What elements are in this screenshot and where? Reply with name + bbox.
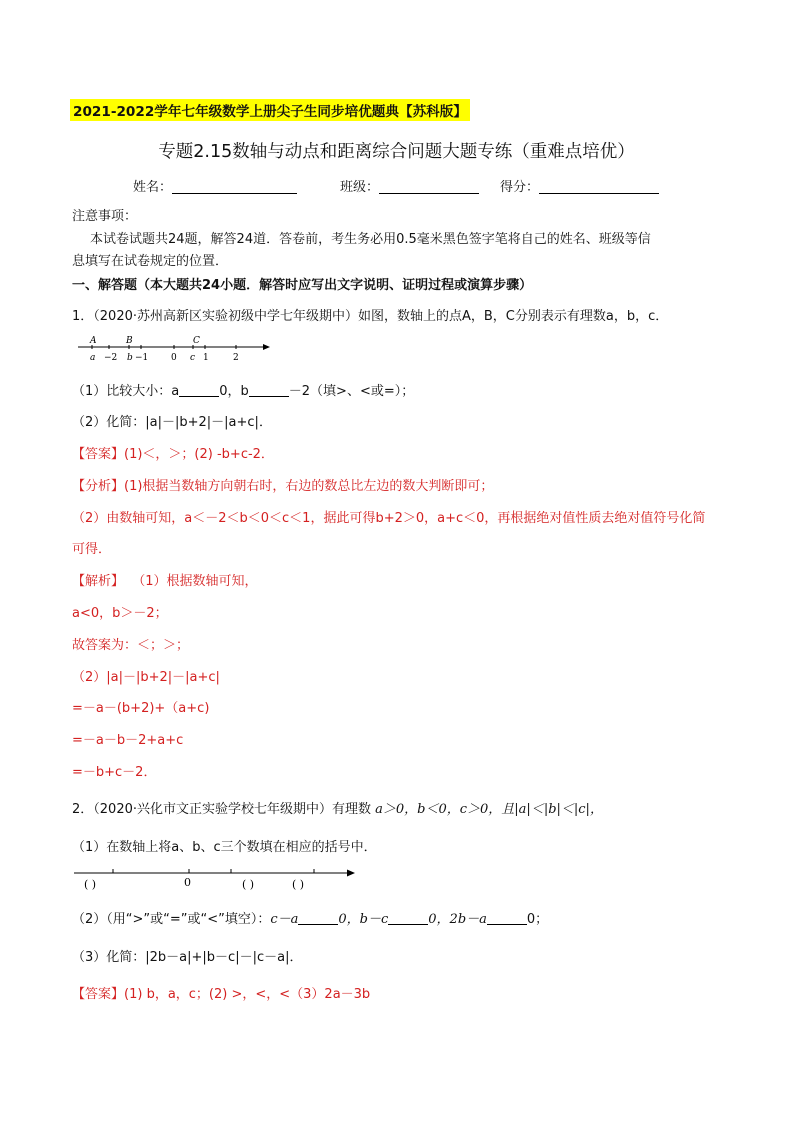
q1-analysis-2: （2）由数轴可知，a＜－2＜b＜0＜c＜1，据此可得b+2＞0，a+c＜0，再根据绝对值性质去绝对值符号化简 (72, 511, 706, 526)
q2-axis-zero: 0 (184, 876, 191, 889)
name-blank[interactable] (172, 180, 297, 194)
q1-solution-4: （2）|a|－|b+2|－|a+c| (72, 670, 220, 685)
section-heading: 一、解答题（本大题共24小题．解答时应写出文字说明、证明过程或演算步骤） (72, 278, 533, 293)
name-field[interactable] (133, 176, 297, 195)
q2-blank-2[interactable] (388, 912, 428, 925)
q1-blank-1[interactable] (179, 384, 219, 397)
tick-0: 0 (171, 353, 177, 363)
q2-blank-3[interactable] (487, 912, 527, 925)
q2-bracket-2[interactable]: ( ) (242, 878, 255, 891)
q1-solution-2: a<0，b＞－2； (72, 606, 168, 621)
notes-body-2: 息填写在试卷规定的位置． (72, 254, 229, 269)
q1-solution-3: 故答案为：＜；＞； (72, 638, 190, 653)
class-field[interactable] (340, 176, 479, 195)
q1-stem: 1．（2020·苏州高新区实验初级中学七年级期中）如图，数轴上的点A，B，C分别表示有理数a，b，c． (72, 309, 669, 324)
q2-part3: （3）化简：|2b－a|+|b－c|－|c－a|． (72, 950, 303, 965)
q2-stem-a: 2．（2020·兴化市文正实验学校七年级期中）有理数 (72, 802, 371, 817)
point-c-label: C (193, 336, 200, 346)
var-c-label: c (190, 353, 196, 363)
q2-answer-text: (1) b，a，c；(2) >，<，<（3）2a－3b (124, 987, 371, 1002)
q1-blank-2[interactable] (249, 384, 289, 397)
q1-solution-text-1: （1）根据数轴可知， (132, 574, 258, 589)
q2-stem-b: a＞0，b＜0，c＞0，且|a|＜|b|＜|c|， (375, 802, 603, 817)
class-label: 班级： (340, 180, 380, 195)
doc-title: 专题2.15数轴与动点和距离综合问题大题专练（重难点培优） (158, 142, 635, 162)
q1-part1-c: －2（填>、<或=）； (288, 384, 415, 399)
q2-part2-expr-3: 0，2b－a (428, 912, 487, 927)
q2-part2-expr-2: 0，b－c (338, 912, 389, 927)
q1-part1-b: 0，b (219, 384, 249, 399)
q2-part2-expr-1: c－a (270, 912, 299, 927)
q1-part1-a: （1）比较大小：a (72, 384, 180, 399)
tick-1: 1 (203, 353, 209, 363)
q2-blank-1[interactable] (298, 912, 338, 925)
q2-part1: （1）在数轴上将a、b、c三个数填在相应的括号中． (72, 840, 377, 855)
answer-tag: 【答案】 (72, 447, 125, 462)
tick-neg2: −2 (104, 353, 118, 363)
name-label: 姓名： (133, 180, 173, 195)
q2-part2-a: （2）（用“>”或“=”或“<”填空）： (72, 912, 271, 927)
point-b-label: B (126, 336, 133, 346)
score-label: 得分： (500, 180, 540, 195)
q2-stem (72, 798, 603, 817)
q1-part1 (72, 380, 414, 399)
q2-bracket-1[interactable]: ( ) (84, 878, 97, 891)
q2-bracket-3[interactable]: ( ) (292, 878, 305, 891)
q1-answer-text: (1)＜，＞；(2) -b+c-2． (124, 447, 274, 462)
q2-answer (72, 983, 370, 1002)
q2-part2 (72, 908, 548, 927)
q1-analysis-3: 可得． (72, 542, 112, 557)
point-a-label: A (90, 336, 97, 346)
q1-analysis-text-1: (1)根据当数轴方向朝右时，右边的数总比左边的数大判断即可； (124, 479, 494, 494)
notes-heading: 注意事项： (72, 209, 138, 224)
score-blank[interactable] (539, 180, 659, 194)
analysis-tag: 【分析】 (72, 479, 125, 494)
var-a-label: a (90, 353, 96, 363)
score-field[interactable] (500, 176, 659, 195)
q1-number-line (78, 333, 278, 365)
series-title: 2021-2022学年七年级数学上册尖子生同步培优题典【苏科版】 (70, 99, 470, 121)
q1-solution-6: =－a－b－2+a+c (72, 733, 184, 748)
q1-solution-7: =－b+c－2． (72, 765, 157, 780)
tick-2: 2 (233, 353, 239, 363)
q1-solution-5: =－a－(b+2)+（a+c) (72, 701, 210, 716)
q2-number-line (74, 864, 364, 894)
q1-analysis-1 (72, 475, 493, 494)
notes-body-1: 本试卷试题共24题，解答24道．答卷前，考生务必用0.5毫米黑色签字笔将自己的姓名、班级等信 (90, 232, 651, 247)
q1-solution-1 (72, 570, 258, 589)
q1-part2: （2）化简：|a|－|b+2|－|a+c|． (72, 415, 272, 430)
answer-tag: 【答案】 (72, 987, 125, 1002)
solution-tag: 【解析】 (72, 574, 125, 589)
class-blank[interactable] (379, 180, 479, 194)
tick-neg1: −1 (135, 353, 149, 363)
q1-answer (72, 443, 274, 462)
var-b-label: b (127, 353, 133, 363)
q2-part2-tail: 0； (526, 912, 549, 927)
